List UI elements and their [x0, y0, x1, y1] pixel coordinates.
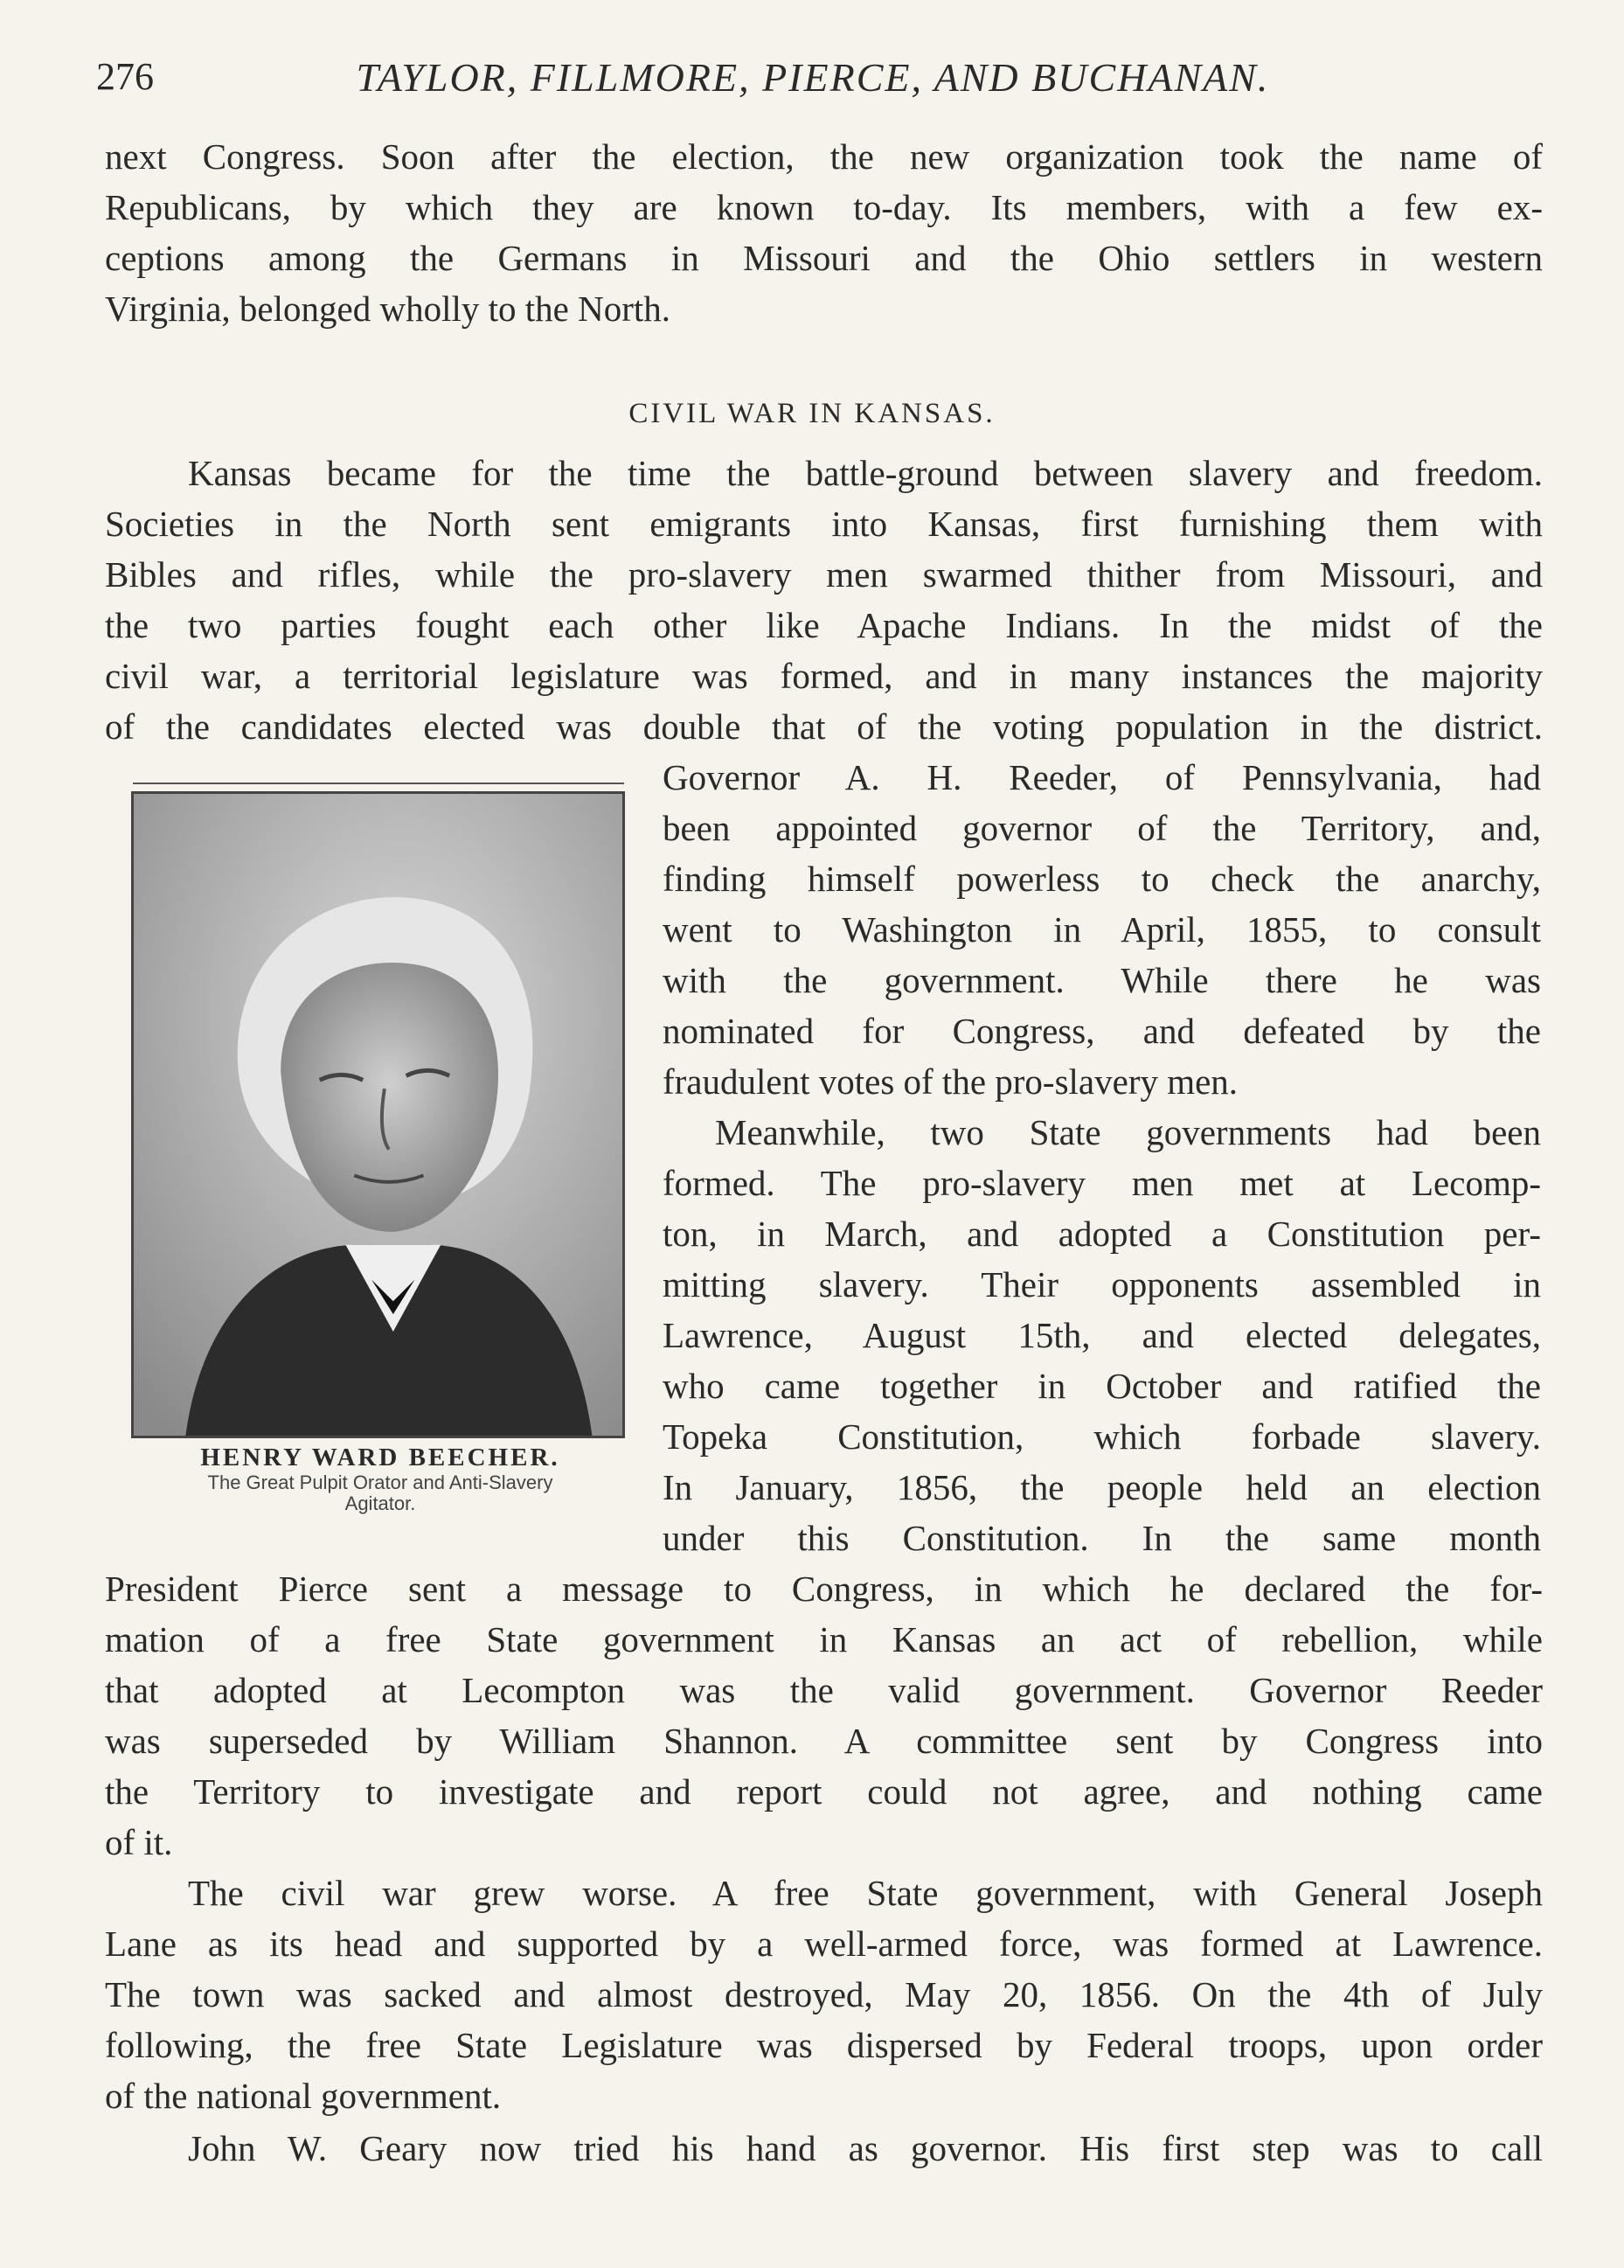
- text-line: civil war, a territorial legislature was formed, and in many instances the majority: [105, 656, 1543, 696]
- column-paragraph: [663, 752, 1541, 1563]
- text-line: nominated for Congress, and defeated by the: [663, 1011, 1541, 1051]
- text-line: next Congress. Soon after the election, the new organization took the name of: [105, 136, 1543, 177]
- text-line: mation of a free State government in Kansas an act of rebellion, while: [105, 1619, 1543, 1659]
- text-line: Kansas became for the time the battle-ground between slavery and freedom.: [188, 453, 1543, 493]
- figure-caption: [122, 1443, 638, 1514]
- text-line: fraudulent votes of the pro-slavery men.: [663, 1061, 1239, 1102]
- text-line: In January, 1856, the people held an election: [663, 1467, 1541, 1507]
- text-line: The civil war grew worse. A free State government, with General Joseph: [188, 1873, 1543, 1913]
- caption-name: HENRY WARD BEECHER.: [200, 1444, 560, 1471]
- text-line: John W. Geary now tried his hand as governor. His first step was to call: [188, 2128, 1543, 2168]
- page-number: 276: [96, 55, 154, 98]
- portrait-illustration: [134, 794, 622, 1436]
- text-line: formed. The pro-slavery men met at Lecomp-: [663, 1163, 1541, 1203]
- text-line: was superseded by William Shannon. A committee sent by Congress into: [105, 1721, 1543, 1761]
- caption-description: Agitator.: [344, 1492, 416, 1514]
- text-line: The town was sacked and almost destroyed, May 20, 1856. On the 4th of July: [105, 1974, 1543, 2014]
- text-line: that adopted at Lecompton was the valid government. Governor Reeder: [105, 1670, 1543, 1710]
- section-heading: CIVIL WAR IN KANSAS.: [628, 398, 996, 429]
- text-line: the Territory to investigate and report could not agree, and nothing came: [105, 1771, 1543, 1812]
- text-line: ton, in March, and adopted a Constitution per-: [663, 1214, 1541, 1254]
- text-line: been appointed governor of the Territory, and,: [663, 808, 1541, 848]
- text-line: who came together in October and ratified the: [663, 1366, 1541, 1406]
- intro-paragraph: [105, 131, 1543, 334]
- text-line: Republicans, by which they are known to-day. Its members, with a few ex-: [105, 187, 1543, 227]
- text-line: Topeka Constitution, which forbade slavery.: [663, 1416, 1541, 1457]
- portrait-figure: [131, 791, 625, 1438]
- caption-description: The Great Pulpit Orator and Anti-Slavery: [207, 1471, 553, 1493]
- text-line: Meanwhile, two State governments had been: [715, 1112, 1541, 1152]
- text-line: finding himself powerless to check the anarchy,: [663, 859, 1541, 899]
- running-title: TAYLOR, FILLMORE, PIERCE, AND BUCHANAN.: [356, 55, 1270, 100]
- text-line: with the government. While there he was: [663, 960, 1541, 1000]
- text-line: mitting slavery. Their opponents assembled in: [663, 1264, 1541, 1304]
- text-line: of the candidates elected was double that of the voting population in the district.: [105, 706, 1543, 747]
- text-line: Governor A. H. Reeder, of Pennsylvania, had: [663, 757, 1541, 797]
- text-line: President Pierce sent a message to Congress, in which he declared the for-: [105, 1569, 1543, 1609]
- text-line: ceptions among the Germans in Missouri and the Ohio settlers in western: [105, 238, 1543, 278]
- pierce-paragraph: [105, 1563, 1543, 1868]
- kansas-paragraph: [105, 448, 1543, 752]
- text-line: following, the free State Legislature was dispersed by Federal troops, upon order: [105, 2025, 1543, 2065]
- page-header: [87, 54, 1538, 107]
- text-line: Bibles and rifles, while the pro-slavery men swarmed thither from Missouri, and: [105, 554, 1543, 595]
- civil-war-paragraph: [105, 1868, 1543, 2121]
- text-line: under this Constitution. In the same month: [663, 1518, 1541, 1558]
- text-line: the two parties fought each other like Apache Indians. In the midst of the: [105, 605, 1543, 645]
- text-line: Lane as its head and supported by a well-armed force, was formed at Lawrence.: [105, 1924, 1543, 1964]
- text-line: Virginia, belonged wholly to the North.: [105, 289, 670, 329]
- text-line: went to Washington in April, 1855, to consult: [663, 909, 1541, 950]
- text-line: Lawrence, August 15th, and elected delegates,: [663, 1315, 1541, 1355]
- figure-top-rule: [133, 783, 624, 784]
- text-line: Societies in the North sent emigrants into Kansas, first furnishing them with: [105, 504, 1543, 544]
- geary-paragraph: [105, 2123, 1543, 2174]
- text-line: of it.: [105, 1822, 173, 1862]
- portrait-image: [131, 791, 625, 1438]
- text-line: of the national government.: [105, 2076, 502, 2116]
